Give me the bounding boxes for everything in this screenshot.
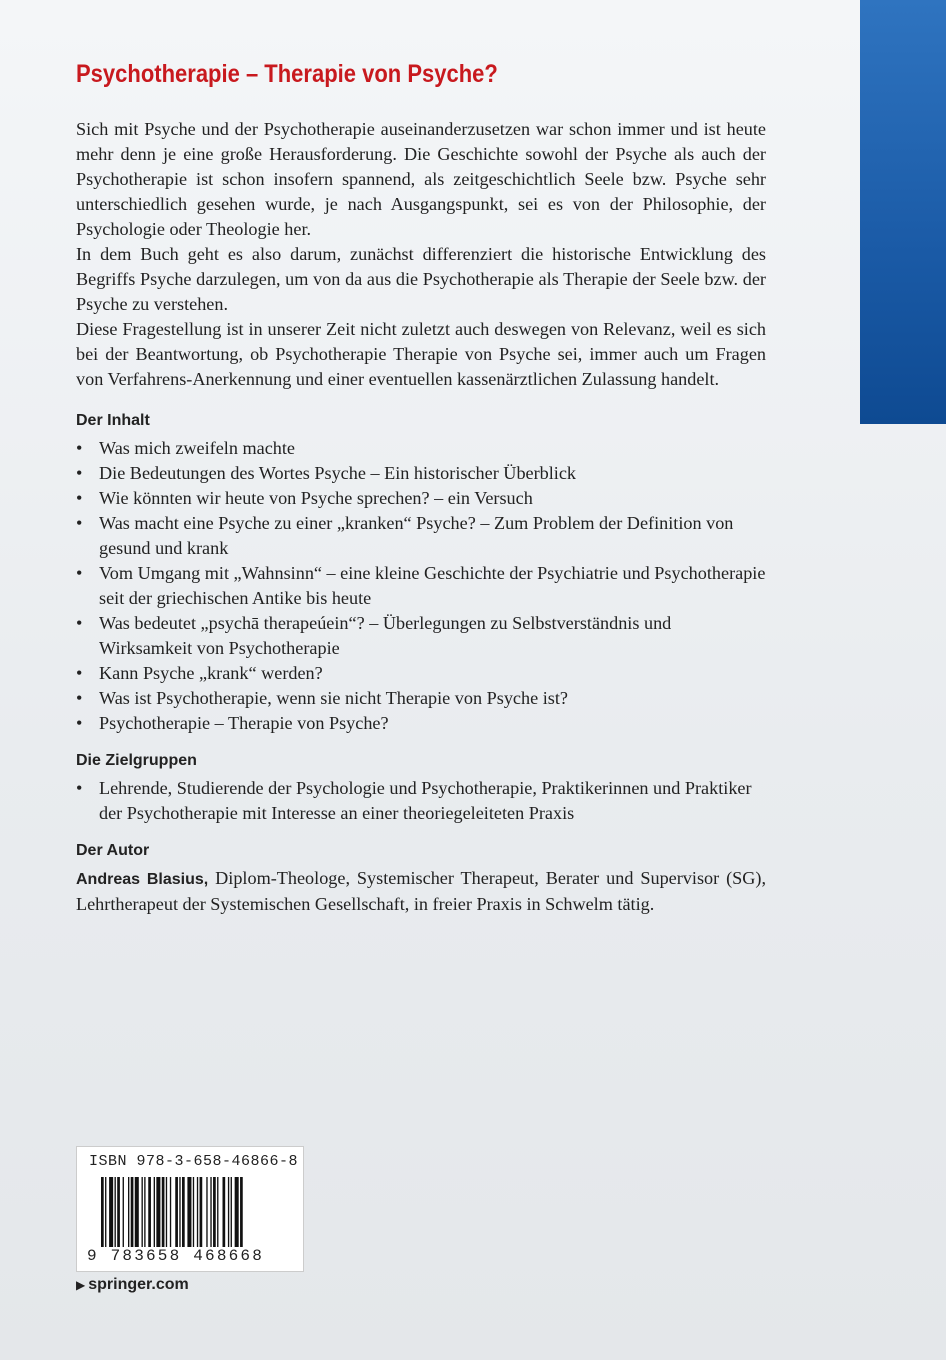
list-item: • Die Bedeutungen des Wortes Psyche – Ein historischer Überblick [76,461,766,486]
barcode-bar [162,1177,165,1247]
isbn-label: ISBN 978-3-658-46866-8 [89,1153,299,1170]
list-item: • Kann Psyche „krank“ werden? [76,661,766,686]
barcode-bar [142,1177,143,1247]
barcode-bar [213,1177,216,1247]
publisher-name: springer.com [88,1276,189,1293]
barcode-bar [115,1177,116,1247]
barcode-bar [175,1177,178,1247]
list-item: • Lehrende, Studierende der Psychologie und Psychotherapie, Praktikerinnen und Praktiker der Psychotherapie mit Interesse an einer theoriegeleiteten Praxis [76,776,766,826]
barcode-bar [131,1177,134,1247]
contents-heading: Der Inhalt [76,412,150,429]
intro-paragraph-3: Diese Fragestellung ist in unserer Zeit nicht zuletzt auch deswegen von Relevanz, weil es sich bei der Beantwortung, ob Psychotherapie Therapie von Psyche sei, immer auch um Fragen von Verfahrens-Anerkennung und einer eventuellen kassenärztlichen Zulassung handelt. [76,319,766,389]
barcode-bar [170,1177,171,1247]
barcode-bar [210,1177,211,1247]
list-item: • Was bedeutet „psychā therapeúein“? – Überlegungen zu Selbstverständnis und Wirksamkeit von Psychotherapie [76,611,766,661]
barcode-bar [135,1177,139,1247]
isbn-barcode [76,1146,304,1272]
audience-heading: Die Zielgruppen [76,752,197,769]
author-paragraph [76,866,766,917]
barcode-bar [217,1177,218,1247]
barcode-icon [101,1177,283,1251]
list-item: • Psychotherapie – Therapie von Psyche? [76,711,766,736]
barcode-bar [182,1177,185,1247]
barcode-bar [105,1177,106,1247]
list-item: • Was ist Psychotherapie, wenn sie nicht Therapie von Psyche ist? [76,686,766,711]
blue-accent-band [860,0,946,424]
barcode-bar [117,1177,120,1247]
barcode-bar [228,1177,229,1247]
triangle-arrow-icon: ▶ [76,1278,86,1292]
barcode-bar [231,1177,232,1247]
page-title: Psychotherapie – Therapie von Psyche? [76,60,498,88]
barcode-bar [206,1177,207,1247]
barcode-bar [101,1177,104,1247]
contents-list [76,436,766,736]
author-heading: Der Autor [76,842,150,859]
barcode-bar [223,1177,226,1247]
list-item: • Vom Umgang mit „Wahnsinn“ – eine kleine Geschichte der Psychiatrie und Psychotherapie seit der griechischen Antike bis heute [76,561,766,611]
barcode-bar [197,1177,198,1247]
barcode-bar [154,1177,155,1247]
barcode-bar [109,1177,113,1247]
barcode-bar [128,1177,129,1247]
barcode-bar [240,1177,243,1247]
intro-paragraph-1: Sich mit Psyche und der Psychotherapie auseinanderzusetzen war schon immer und ist heute mehr denn je eine große Herausforderung. Die Geschichte sowohl der Psyche als auch der Psychotherapie ist schon insofern spannend, als zeitgeschichtlich Seele bzw. Psyche sehr unterschiedlich gesehen wurde, je nach Ausgangspunkt, sei es von der Philosophie, der Psychologie oder Theologie her. [76,119,766,239]
author-bio: Diplom-Theologe, Systemischer Therapeut, Berater und Supervisor (SG), Lehrtherapeut der Systemischen Gesellschaft, in freier Praxis in Schwelm tätig. [76,868,767,914]
barcode-bar [166,1177,167,1247]
barcode-bar [193,1177,194,1247]
author-name: Andreas Blasius, [76,871,209,888]
intro-paragraph-2: In dem Buch geht es also darum, zunächst differenziert die historische Entwicklung des Begriffs Psyche darzulegen, um von da aus die Psychotherapie als Therapie der Seele bzw. der Psyche zu verstehen. [76,244,766,314]
barcode-bar [187,1177,191,1247]
barcode-bar [123,1177,124,1247]
barcode-bar [179,1177,180,1247]
barcode-bar [200,1177,203,1247]
list-item: • Wie könnten wir heute von Psyche sprechen? – ein Versuch [76,486,766,511]
audience-list [76,776,766,826]
barcode-bar [144,1177,145,1247]
list-item: • Was macht eine Psyche zu einer „kranken“ Psyche? – Zum Problem der Definition von gesund und krank [76,511,766,561]
barcode-bar [148,1177,151,1247]
publisher-link[interactable] [76,1276,189,1294]
barcode-digits: 9 783658 468668 [87,1247,265,1265]
barcode-bar [156,1177,160,1247]
back-cover-content [76,60,766,917]
barcode-bar [235,1177,239,1247]
list-item: • Was mich zweifeln machte [76,436,766,461]
